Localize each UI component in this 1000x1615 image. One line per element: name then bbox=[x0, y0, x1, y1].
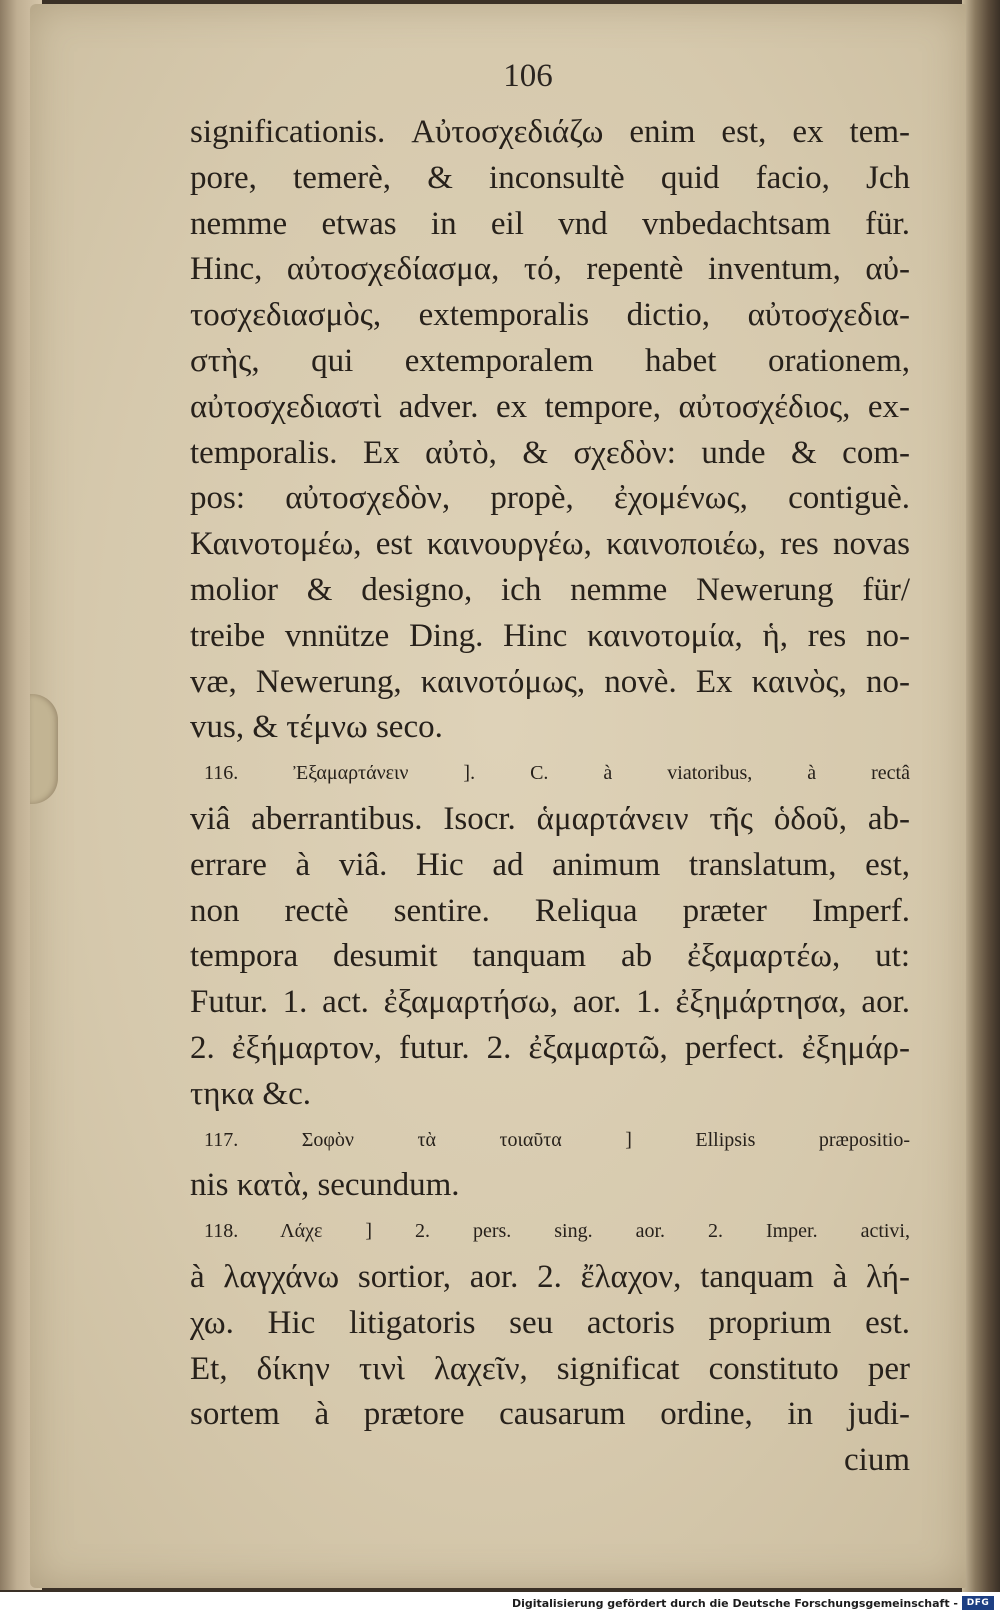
text-line: 2. ἐξήμαρτον, futur. 2. ἐξαμαρτῶ, perfect. ἐξημάρ- bbox=[190, 1029, 910, 1066]
text-line: Futur. 1. act. ἐξαμαρτήσω, aor. 1. ἐξημάρτησα, aor. bbox=[190, 984, 910, 1021]
page-clip-mark bbox=[30, 694, 58, 804]
text-line: viâ aberrantibus. Isocr. ἁμαρτάνειν τῆς ὁδοῦ, ab- bbox=[190, 800, 910, 837]
text-line: errare à viâ. Hic ad animum translatum, est, bbox=[190, 846, 910, 883]
catchword: cium bbox=[844, 1442, 910, 1479]
footer-credit: Digitalisierung gefördert durch die Deutsche Forschungsgemeinschaft - bbox=[511, 1597, 958, 1610]
text-line: Hinc, αὐτοσχεδίασμα, τό, repentè inventum, αὐ- bbox=[190, 251, 910, 288]
text-line: vus, & τέμνω seco. bbox=[190, 709, 443, 746]
text-line: Καινοτομέω, est καινουργέω, καινοποιέω, res novas bbox=[190, 526, 910, 563]
text-line: 116. Ἐξαμαρτάνειν ]. C. à viatoribus, à rectâ bbox=[204, 762, 910, 785]
text-line: temporalis. Ex αὐτὸ, & σχεδὸν: unde & com- bbox=[190, 434, 910, 471]
text-line: nis κατὰ, secundum. bbox=[190, 1167, 460, 1204]
text-line: tempora desumit tanquam ab ἐξαμαρτέω, ut: bbox=[190, 938, 910, 975]
page-text-block bbox=[190, 110, 910, 1484]
page-number: 106 bbox=[503, 58, 553, 94]
text-line: pore, temerè, & inconsultè quid facio, Jch bbox=[190, 159, 910, 196]
text-line: significationis. Αὐτοσχεδιάζω enim est, ex tem- bbox=[190, 114, 910, 150]
text-line: 118. Λάχε ] 2. pers. sing. aor. 2. Imper. activi, bbox=[204, 1220, 910, 1243]
text-line: 117. Σοφὸν τὰ τοιαῦτα ] Ellipsis præpositio- bbox=[204, 1128, 910, 1151]
text-line: Et, δίκην τινὶ λαχεῖν, significat constituto per bbox=[190, 1350, 910, 1387]
text-line: στὴς, qui extemporalem habet orationem, bbox=[190, 342, 910, 379]
book-spine bbox=[962, 0, 1000, 1592]
text-line: non rectè sentire. Reliqua præter Imperf. bbox=[190, 892, 910, 929]
text-line: τηκα &c. bbox=[190, 1075, 311, 1112]
text-line: à λαγχάνω sortior, aor. 2. ἔλαχον, tanquam à λή- bbox=[190, 1258, 910, 1295]
text-line: τοσχεδιασμὸς, extemporalis dictio, αὐτοσχεδια- bbox=[190, 297, 910, 334]
text-line: væ, Newerung, καινοτόμως, novè. Ex καινὸς, no- bbox=[190, 663, 910, 700]
dfg-logo: DFG bbox=[962, 1596, 994, 1610]
text-line: αὐτοσχεδιαστὶ adver. ex tempore, αὐτοσχέδιος, ex- bbox=[190, 388, 910, 425]
text-line: nemme etwas in eil vnd vnbedachtsam für. bbox=[190, 205, 910, 242]
text-line: molior & designo, ich nemme Newerung für/ bbox=[190, 571, 910, 608]
text-line: pos: αὐτοσχεδὸν, propè, ἐχομένως, contiguè. bbox=[190, 480, 910, 517]
text-line: χω. Hic litigatoris seu actoris proprium est. bbox=[190, 1304, 910, 1341]
text-line: sortem à prætore causarum ordine, in judi- bbox=[190, 1396, 910, 1433]
text-line: treibe vnnütze Ding. Hinc καινοτομία, ἡ, res no- bbox=[190, 617, 910, 654]
